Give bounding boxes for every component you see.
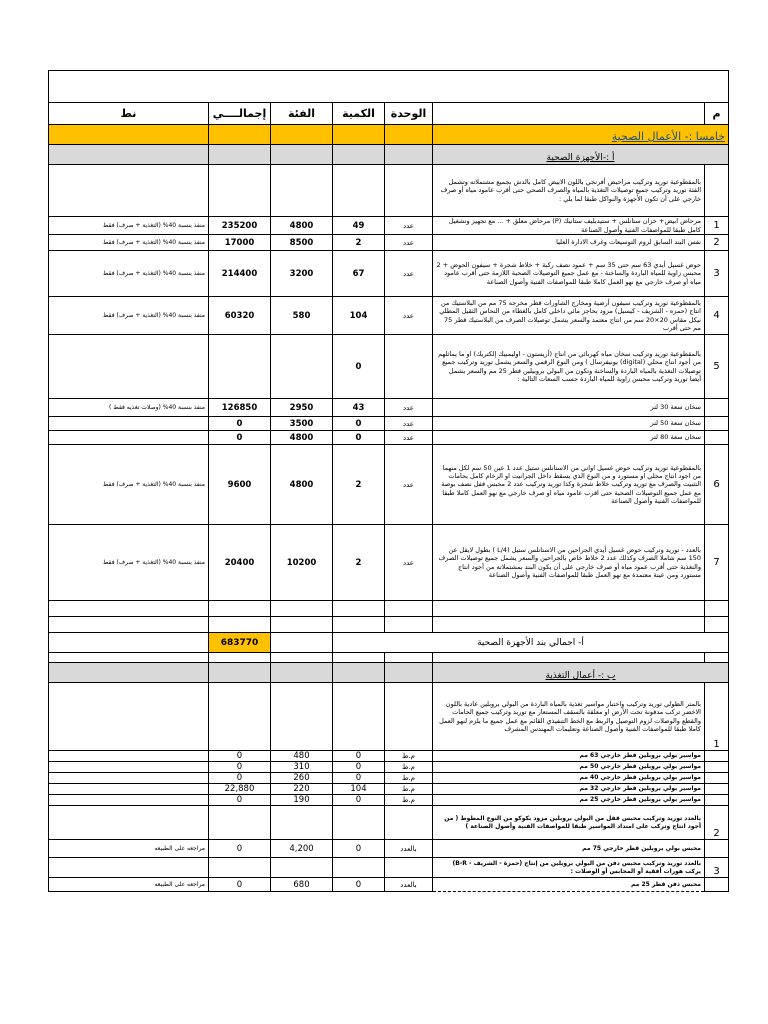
table-row — [49, 431, 729, 445]
item-description: محبس بولي بروبلين قطر خارجي 75 مم — [433, 840, 705, 858]
empty-cell — [333, 858, 385, 878]
item-qty: 2 — [333, 445, 385, 525]
item-note: منفذ بنسبة 40% (التغذية + صرف) فقط — [49, 525, 209, 601]
item-description: مواسير بولي بروبلين قطر خارجي 25 مم — [433, 795, 705, 806]
item-description: سخان سعة 30 لتر — [433, 399, 705, 417]
item-unit: عدد — [385, 417, 433, 431]
item-total: 0 — [209, 751, 271, 762]
subsection-b-title: ب :- أعمال التغذية — [545, 671, 616, 681]
item-total: 0 — [209, 417, 271, 431]
empty-cell — [705, 617, 729, 633]
empty-cell — [209, 653, 271, 663]
subtotal-row — [49, 633, 729, 653]
empty-cell — [333, 806, 385, 840]
table-row — [49, 806, 729, 840]
item-note: مراجعه على الطبيعه — [49, 840, 209, 858]
table-row — [49, 399, 729, 417]
item-number — [705, 784, 729, 795]
item-qty: 43 — [333, 399, 385, 417]
table-row — [49, 445, 729, 525]
item-number: 3 — [705, 858, 729, 878]
item-unit: عدد — [385, 399, 433, 417]
item-qty: 49 — [333, 217, 385, 235]
item-rate: 4800 — [271, 445, 333, 525]
item-total: 60320 — [209, 297, 271, 335]
subtotal-value: 683770 — [209, 633, 271, 653]
empty-cell — [271, 806, 333, 840]
item-rate: 10200 — [271, 525, 333, 601]
item-rate: 2950 — [271, 399, 333, 417]
table-row — [49, 417, 729, 431]
empty-cell — [271, 617, 333, 633]
item-rate: 3500 — [271, 417, 333, 431]
item-unit: م.ط — [385, 795, 433, 806]
item-unit: عدد — [385, 445, 433, 525]
table-row — [49, 795, 729, 806]
item-qty: 104 — [333, 297, 385, 335]
item-number: 2 — [705, 235, 729, 251]
item-qty: 67 — [333, 251, 385, 297]
item-qty: 104 — [333, 784, 385, 795]
intro-b-row — [49, 683, 729, 751]
table-row — [49, 751, 729, 762]
item-qty: 0 — [333, 773, 385, 784]
intro-b-text: بالمتر الطولي توريد وتركيب واختبار مواسير تغذية بالمياه الباردة من البولي بروبلين عادية باللون الاخضر تركب مدفونة تحت الأرض او معلقة بالسقف المستعار مع توريد وتركيب جميع الحامات والقطع والوصلات لزوم التوصيل والربط مع الخط التنفيذي القائم مع عمل جميع ما يلزم لنهو العمل كاملا طبقا للمواصفات الفنية وأصول الصناعة وتعليمات المهندس المشرف — [433, 683, 705, 751]
empty-cell — [49, 601, 209, 617]
empty-cell — [49, 653, 209, 663]
intro-a-row — [49, 165, 729, 217]
empty-cell — [49, 683, 209, 751]
empty-cell — [433, 601, 705, 617]
boq-table — [48, 70, 729, 892]
item-number — [705, 773, 729, 784]
empty-cell — [49, 633, 209, 653]
item-total: 214400 — [209, 251, 271, 297]
item-total: 0 — [209, 878, 271, 892]
header-rate: الفئة — [271, 103, 333, 125]
item-unit: بالعدد — [385, 878, 433, 892]
empty-cell — [209, 683, 271, 751]
item-description: بالعدد توريد وتركيب محبس قفل من البولي بروبلين مزود بكوكو من النوع المطوط ( من أجود انتاج وتركب على امتداد المواسير طبقا للمواصفات الفنية وأصول الصناعة ) — [433, 806, 705, 840]
item-note: منفذ بنسبة 40% (التغذية + صرف) فقط — [49, 251, 209, 297]
subtotal-label: أ- اجمالي بند الأجهزة الصحية — [333, 633, 729, 653]
blank-row — [49, 653, 729, 663]
header-unit: الوحدة — [385, 103, 433, 125]
item-description: نفس البند السابق لزوم التوسيعات وغرف الادارة العليا — [433, 235, 705, 251]
empty-cell — [271, 683, 333, 751]
table-row — [49, 773, 729, 784]
item-qty: 2 — [333, 235, 385, 251]
empty-cell — [271, 663, 333, 683]
subsection-b-cell — [433, 663, 729, 683]
item-number — [705, 840, 729, 858]
header-total: إجمالــــي — [209, 103, 271, 125]
item-unit: عدد — [385, 251, 433, 297]
item-unit: م.ط — [385, 773, 433, 784]
item-description: سخان سعة 50 لتر — [433, 417, 705, 431]
item-total: 0 — [209, 795, 271, 806]
empty-cell — [209, 663, 271, 683]
table-row — [49, 297, 729, 335]
item-note — [49, 784, 209, 795]
item-note: منفذ بنسبة 40% (التغذية + صرف) فقط — [49, 445, 209, 525]
item-qty: 0 — [333, 751, 385, 762]
item-number — [705, 762, 729, 773]
empty-cell — [209, 858, 271, 878]
subsection-b-row — [49, 663, 729, 683]
item-unit: عدد — [385, 297, 433, 335]
item-unit: عدد — [385, 235, 433, 251]
item-rate — [271, 335, 333, 399]
empty-cell — [385, 858, 433, 878]
item-note — [49, 751, 209, 762]
item-description: بالمقطوعية توريد وتركيب سخان مياه كهربائي من انتاج (أريستون - اوليمبيك إلكتريك) او ما يماثلهم من أجود انتاج محلي (digital) يونيفرسال ) ومن النوع الرقمي والسعر يشمل توريد وتركيب جميع توصيلات التغذية بالمياه الباردة والساخنة وتكون من البولي بروبيلين قطر 25 مم والسعر يشمل أيضا توريد وتركيب محبس زاوية للمياه الباردة حسب السعات التالية : — [433, 335, 705, 399]
item-qty: 0 — [333, 795, 385, 806]
header-description — [433, 103, 705, 125]
item-note — [49, 795, 209, 806]
item-rate: 3200 — [271, 251, 333, 297]
item-rate: 580 — [271, 297, 333, 335]
empty-cell — [385, 806, 433, 840]
item-number: 1 — [705, 683, 729, 751]
item-total: 235200 — [209, 217, 271, 235]
empty-cell — [49, 663, 209, 683]
blank-row — [49, 617, 729, 633]
item-description: بالعدد توريد وتركيب محبس دفن من البولي بروبلين من إنتاج (حمزة - الشريف - B-R) يركب هورات أفقية أو المحابس أو الوصلات : — [433, 858, 705, 878]
empty-cell — [385, 653, 433, 663]
item-unit: بالعدد — [385, 840, 433, 858]
item-description: مرحاض ابيض+ خزان ستانلس + ستيدبليف ستانيك (P) مرحاض معلق + ... مع تجهيز وتشغيل كامل طبقا للمواصفات الفنية وأصول الصناعة — [433, 217, 705, 235]
item-total: 17000 — [209, 235, 271, 251]
item-description: مواسير بولي بروبلين قطر خارجي 40 مم — [433, 773, 705, 784]
item-description: مواسير بولي بروبلين قطر خارجي 63 مم — [433, 751, 705, 762]
item-number: 1 — [705, 217, 729, 235]
empty-cell — [385, 663, 433, 683]
item-unit: عدد — [385, 525, 433, 601]
empty-cell — [705, 601, 729, 617]
item-description: محبس دفن قطر 25 مم — [433, 878, 705, 892]
item-rate: 4800 — [271, 431, 333, 445]
empty-cell — [433, 653, 705, 663]
empty-cell — [333, 601, 385, 617]
item-description: بالمقطوعية توريد وتركيب سيفون أرضية ومخارج الشاورات قطر مخرجه 75 مم من البلاستيك من انتاج (حمزه - الشريف - كيسيل) مزود بحاجز مائي داخلي كامل بالغطاء من النحاس الثقيل المطلي نيكل مقاس 20×20 سم من انتاج معتمد والسعر يشمل توصيلات الصرف من البلاستيك قطر 75 مم حتى أقرب — [433, 297, 705, 335]
header-note: نط — [49, 103, 209, 125]
item-total: 22,880 — [209, 784, 271, 795]
section-title-row — [49, 125, 729, 145]
item-note — [49, 417, 209, 431]
table-row — [49, 840, 729, 858]
item-qty: 0 — [333, 431, 385, 445]
header-row — [49, 103, 729, 125]
item-qty: 0 — [333, 878, 385, 892]
item-description: بالمقطوعية توريد وتركيب حوض غسيل اواني من الاستانلس ستيل عدد 1 عين 50 سم لكل منهما من اجود انتاج محلي او مستورد و من النوع الذي يسقط داخل الجرانيت او الرخام كامل بحامات التثبيت والصرف مع توريد وتركيب خلاط شجرة وكذا توريد وتركيب عدد 2 محبس قفل نصف بوصة مع عمل جميع التوصيلات الصحية حتى اقرب عامود مياه او صرف خارجي مع نهو العمل كاملا طبقا للمواصفات الفنية وأصول الصناعة — [433, 445, 705, 525]
empty-cell — [209, 617, 271, 633]
item-number: 6 — [705, 445, 729, 525]
item-rate: 310 — [271, 762, 333, 773]
item-note: منفذ بنسبة 40% (وصلات تغذيه فقط ) — [49, 399, 209, 417]
empty-cell — [333, 683, 385, 751]
section-title: خامسا :- الأعمال الصحية — [611, 130, 725, 143]
blank-top-row — [49, 71, 729, 103]
table-row — [49, 335, 729, 399]
empty-cell — [333, 653, 385, 663]
item-note — [49, 335, 209, 399]
item-description: حوض غسيل أيدي 63 سم حتى 35 سم + عمود نصف ركبة + خلاط شجرة + سيفون الحوض + 2 محبس زاوية للمياه الباردة والساخنة - مع عمل جميع التوصيلات الصحية اللازمة حتى أقرب عامود مياه أو صرف خارجي مع نهو العمل كاملا طبقا للمواصفات الفنية وأصول الصناعة — [433, 251, 705, 297]
item-qty: 0 — [333, 417, 385, 431]
empty-cell — [333, 617, 385, 633]
item-number — [705, 878, 729, 892]
item-number — [705, 431, 729, 445]
item-total: 20400 — [209, 525, 271, 601]
empty-cell — [49, 806, 209, 840]
empty-cell — [49, 617, 209, 633]
item-number: 3 — [705, 251, 729, 297]
table-row — [49, 784, 729, 795]
item-total: 0 — [209, 431, 271, 445]
empty-cell — [209, 601, 271, 617]
item-total: 0 — [209, 840, 271, 858]
item-unit: عدد — [385, 431, 433, 445]
item-note: مراجعه على الطبيعه — [49, 878, 209, 892]
item-rate: 220 — [271, 784, 333, 795]
table-row — [49, 525, 729, 601]
table-row — [49, 235, 729, 251]
item-note: منفذ بنسبة 40% (التغذية + صرف) فقط — [49, 235, 209, 251]
subsection-a-row — [49, 145, 729, 165]
item-number — [705, 751, 729, 762]
item-total: 0 — [209, 762, 271, 773]
empty-cell — [385, 683, 433, 751]
item-rate: 190 — [271, 795, 333, 806]
empty-cell — [433, 617, 705, 633]
item-number — [705, 795, 729, 806]
item-note — [49, 762, 209, 773]
item-rate: 260 — [271, 773, 333, 784]
empty-cell — [49, 858, 209, 878]
table-row — [49, 858, 729, 878]
item-rate: 680 — [271, 878, 333, 892]
header-qty: الكمية — [333, 103, 385, 125]
item-rate: 8500 — [271, 235, 333, 251]
item-note: منفذ بنسبة 40% (التغذية + صرف) فقط — [49, 217, 209, 235]
item-description: مواسير بولي بروبلين قطر خارجي 50 مم — [433, 762, 705, 773]
empty-cell — [385, 617, 433, 633]
item-unit: م.ط — [385, 762, 433, 773]
table-row — [49, 878, 729, 892]
empty-cell — [209, 806, 271, 840]
blank-row — [49, 601, 729, 617]
item-description: بالعدد - توريد وتركيب حوض غسيل أيدي الجراحين من الاستانلس ستيل (L/4 ) بطول لايقل عن 150 سم شاملا الصرف وكذلك عدد 2 خلاط خاص بالجراحين والسعر يشمل جميع توصيلات الصرف والتغذية حتى أقرب عمود مياه أو صرف خارجي على أن يكون البند بمشتملاته من أجود انتاج مستورد ومن عينة معتمدة مع نهو العمل طبقا للمواصفات الفنية وأصول الصناعة — [433, 525, 705, 601]
item-number: 5 — [705, 335, 729, 399]
empty-cell — [271, 653, 333, 663]
empty-cell — [385, 601, 433, 617]
item-number: 4 — [705, 297, 729, 335]
item-unit — [385, 335, 433, 399]
table-row — [49, 762, 729, 773]
item-number — [705, 399, 729, 417]
empty-cell — [271, 601, 333, 617]
item-rate: 4800 — [271, 217, 333, 235]
table-row — [49, 251, 729, 297]
item-total: 9600 — [209, 445, 271, 525]
item-number: 7 — [705, 525, 729, 601]
empty-cell — [271, 633, 333, 653]
item-number: 2 — [705, 806, 729, 840]
item-rate: 4,200 — [271, 840, 333, 858]
item-description: مواسير بولي بروبلين قطر خارجي 32 مم — [433, 784, 705, 795]
intro-a-text: بالمقطوعية توريد وتركيب مراحيض أفرنجي باللون الابيض كامل بالدش بجميع مشتملاته وتشمل الفئة توريد وتركيب جميع توصيلات التغذية بالمياه والصرف الصحي حتى أقرب عامود مياه أو صرف خارجي على أن تكون الأجهزة والنواكل طبقا لما يلي : — [433, 165, 705, 217]
item-description: سخان سعة 80 لتر — [433, 431, 705, 445]
header-no: م — [705, 103, 729, 125]
empty-cell — [271, 858, 333, 878]
empty-cell — [333, 663, 385, 683]
subsection-a-title: أ :-الأجهزة الصحية — [546, 153, 615, 163]
item-total — [209, 335, 271, 399]
table-row — [49, 217, 729, 235]
item-note: منفذ بنسبة 40% (التغذية + صرف) فقط — [49, 297, 209, 335]
item-total: 126850 — [209, 399, 271, 417]
item-unit: عدد — [385, 217, 433, 235]
item-qty: 0 — [333, 840, 385, 858]
empty-cell — [705, 653, 729, 663]
item-unit: م.ط — [385, 784, 433, 795]
item-rate: 480 — [271, 751, 333, 762]
item-note — [49, 773, 209, 784]
item-qty: 0 — [333, 335, 385, 399]
item-qty: 0 — [333, 762, 385, 773]
item-total: 0 — [209, 773, 271, 784]
item-unit: م.ط — [385, 751, 433, 762]
item-qty: 2 — [333, 525, 385, 601]
item-note — [49, 431, 209, 445]
item-number — [705, 417, 729, 431]
